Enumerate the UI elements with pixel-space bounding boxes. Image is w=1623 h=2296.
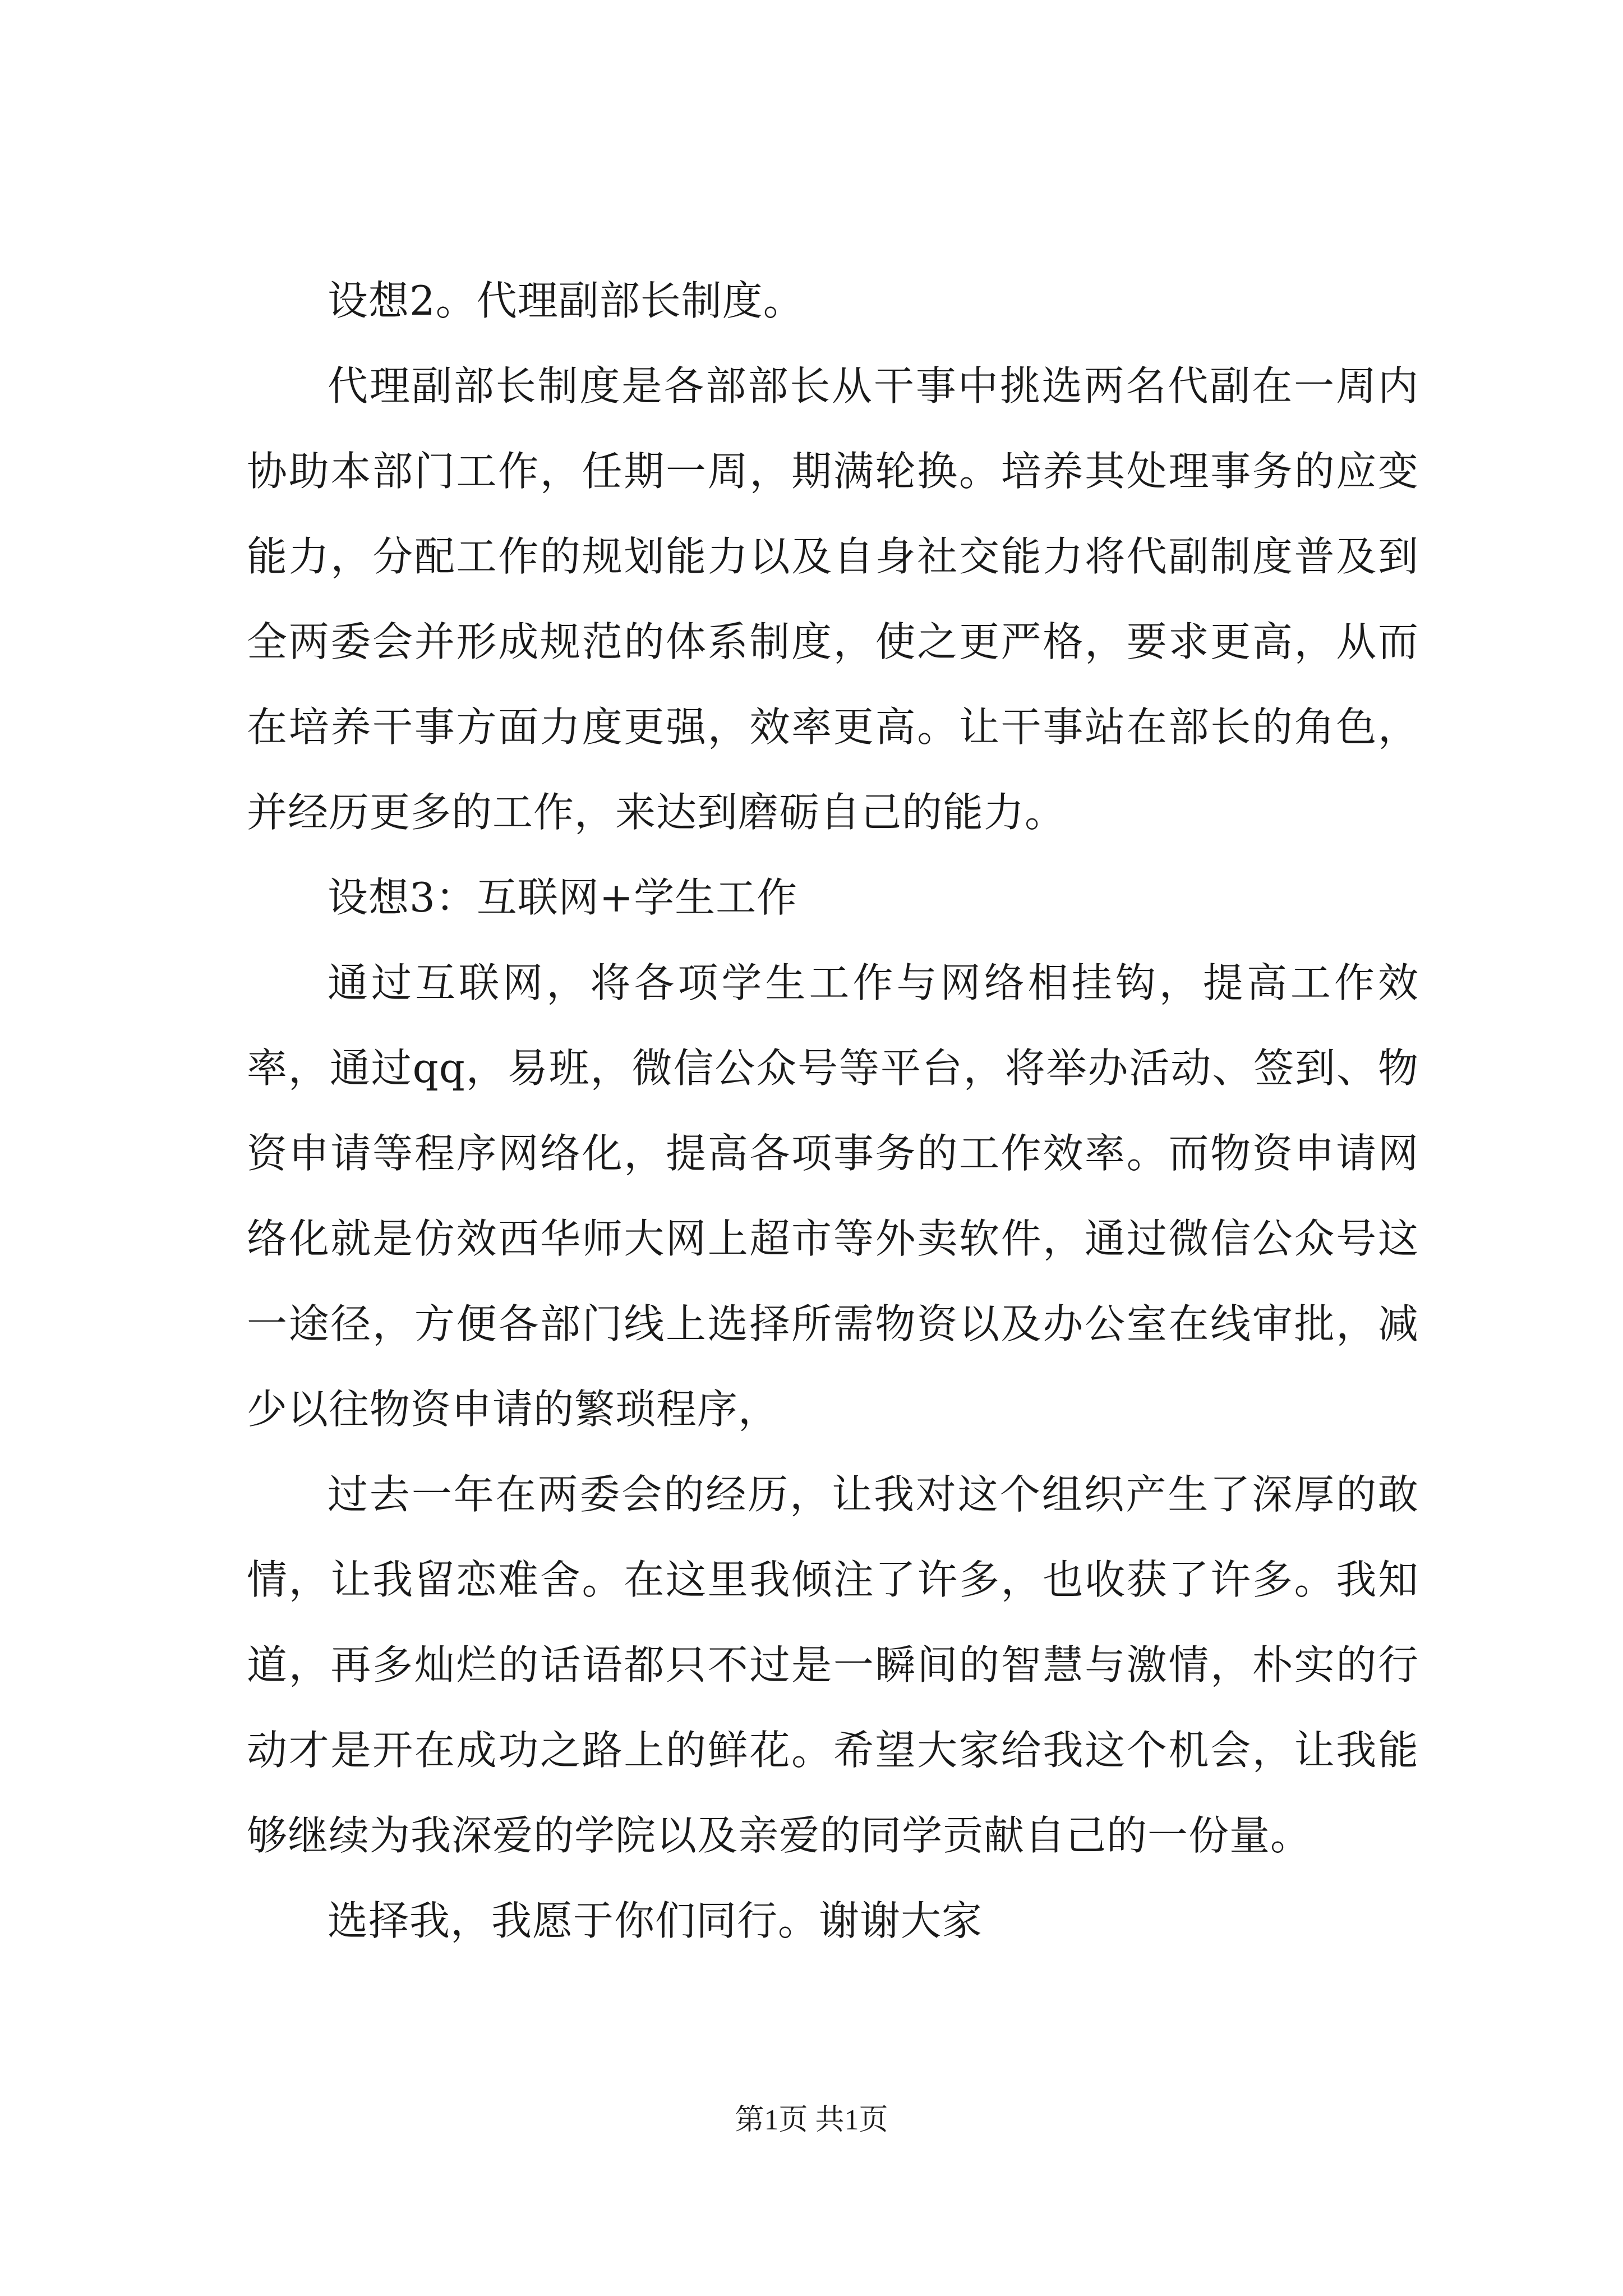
paragraph-idea-3-title: 设想3：互联网+学生工作 <box>328 874 798 921</box>
document-body <box>247 258 1419 1963</box>
paragraph-reflection: 过去一年在两委会的经历，让我对这个组织产生了深厚的敢情，让我留恋难舍。在这里我倾注了许多，也收获了许多。我知道，再多灿烂的话语都只不过是一瞬间的智慧与激情，朴实的行动才是开在成功之路上的鲜花。希望大家给我这个机会，让我能够继续为我深爱的学院以及亲爱的同学贡献自己的一份量。 <box>247 1471 1419 1859</box>
paragraph-idea-2-body: 代理副部长制度是各部部长从干事中挑选两名代副在一周内协助本部门工作，任期一周，期满轮换。培养其处理事务的应变能力，分配工作的规划能力以及自身社交能力将代副制度普及到全两委会并形成规范的体系制度，使之更严格，要求更高，从而在培养干事方面力度更强，效率更高。让干事站在部长的角色，并经历更多的工作，来达到磨砺自己的能力。 <box>247 362 1419 836</box>
paragraph-idea-3-body: 通过互联网，将各项学生工作与网络相挂钩，提高工作效率，通过qq，易班，微信公众号等平台，将举办活动、签到、物资申请等程序网络化，提高各项事务的工作效率。而物资申请网络化就是仿效西华师大网上超市等外卖软件，通过微信公众号这一途径，方便各部门线上选择所需物资以及办公室在线审批，减少以往物资申请的繁琐程序， <box>247 959 1419 1433</box>
page-footer: 第1页 共1页 <box>735 2104 888 2136</box>
paragraph-closing: 选择我，我愿于你们同行。谢谢大家 <box>328 1897 983 1944</box>
paragraph-idea-2-title: 设想2。代理副部长制度。 <box>328 277 804 324</box>
